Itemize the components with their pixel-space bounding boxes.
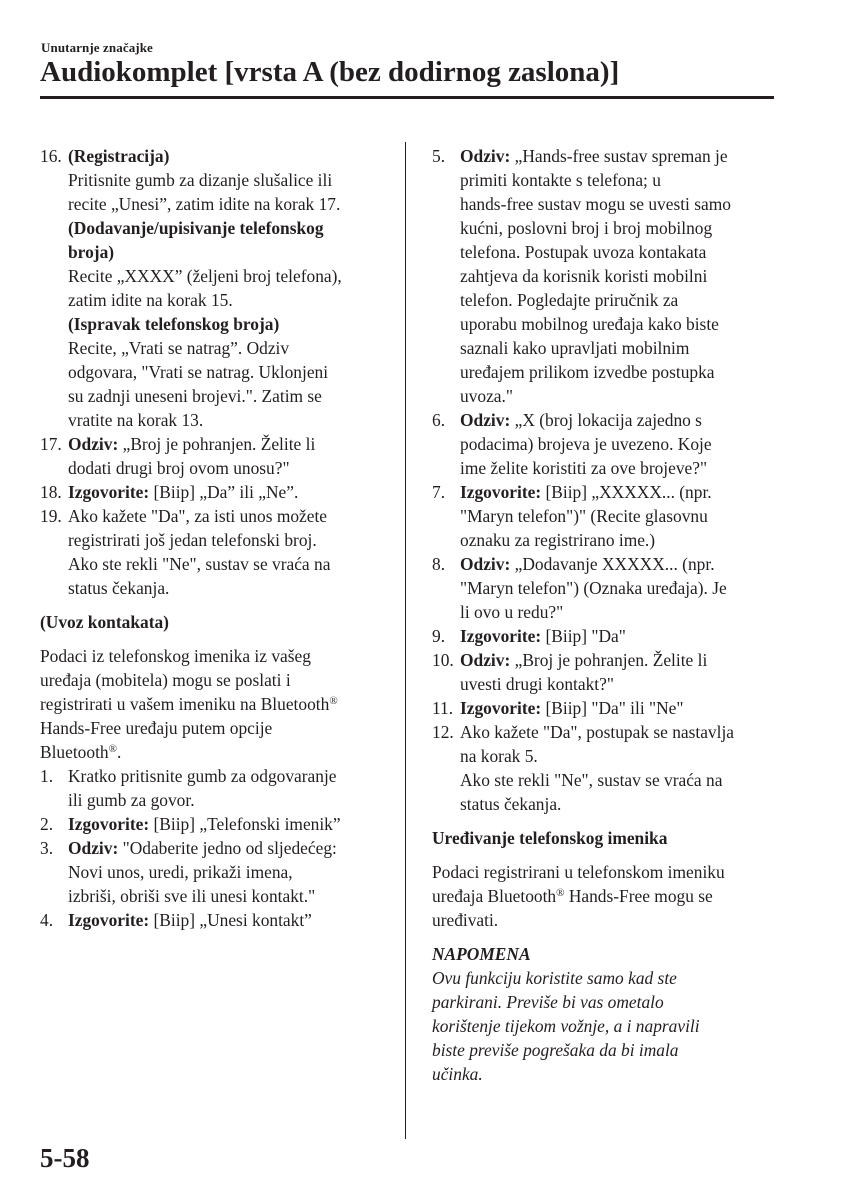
text-line: Ako ste rekli "Ne", sustav se vraća na xyxy=(68,554,331,574)
step-text: „Broj je pohranjen. Želite li xyxy=(510,650,708,670)
list-item-16 xyxy=(40,144,380,432)
note-line: biste previše pogrešaka da bi imala xyxy=(432,1040,679,1060)
step-label: Odziv: xyxy=(68,434,119,454)
edit-paragraph xyxy=(432,860,777,932)
text-line: status čekanja. xyxy=(68,578,170,598)
text-line: Recite, „Vrati se natrag”. Odziv xyxy=(68,338,290,358)
text-line: uređaja (mobitela) mogu se poslati i xyxy=(40,670,291,690)
text-line: su zadnji uneseni brojevi.". Zatim se xyxy=(68,386,322,406)
text-line: dodati drugi broj ovom unosu?" xyxy=(68,458,290,478)
text-line: uređajem prilikom izvedbe postupka xyxy=(460,362,715,382)
registered-mark: ® xyxy=(108,743,117,755)
list-number: 18. xyxy=(40,482,62,502)
list-number: 11. xyxy=(432,698,454,718)
step-text: "Odaberite jedno od sljedećeg: xyxy=(118,838,337,858)
section-label: Unutarnje značajke xyxy=(41,40,153,55)
step-label: Izgovorite: xyxy=(68,482,150,502)
note-box xyxy=(432,942,777,1086)
step-label: Odziv: xyxy=(460,410,511,430)
text-line: Hands-Free mogu se xyxy=(564,886,713,906)
text-line: Bluetooth xyxy=(40,742,109,762)
list-item-1 xyxy=(40,764,380,812)
text-line: "Maryn telefon") (Oznaka uređaja). Je xyxy=(460,578,727,598)
subheading-add-number: broja) xyxy=(68,242,115,262)
step-text: Kratko pritisnite gumb za odgovaranje xyxy=(68,766,337,786)
text-line: oznaku za registrirano ime.) xyxy=(460,530,656,550)
section-heading-edit-phonebook: Uređivanje telefonskog imenika xyxy=(432,828,668,848)
list-number: 10. xyxy=(432,650,454,670)
step-label: Odziv: xyxy=(460,650,511,670)
list-item-5 xyxy=(432,144,777,408)
list-number: 17. xyxy=(40,434,62,454)
list-item-18 xyxy=(40,480,380,504)
column-divider xyxy=(405,142,406,1139)
text-line: odgovara, "Vrati se natrag. Uklonjeni xyxy=(68,362,329,382)
text-line: uvesti drugi kontakt?" xyxy=(460,674,614,694)
step-text: [Biip] „Unesi kontakt” xyxy=(149,910,312,930)
list-number: 5. xyxy=(432,146,446,166)
note-line: učinka. xyxy=(432,1064,483,1084)
list-number: 9. xyxy=(432,626,446,646)
text-line: Hands-Free uređaju putem opcije xyxy=(40,718,273,738)
text-line: Pritisnite gumb za dizanje slušalice ili xyxy=(68,170,333,190)
step-label: Odziv: xyxy=(460,146,511,166)
text-line: saznali kako upravljati mobilnim xyxy=(460,338,690,358)
text-line: recite „Unesi”, zatim idite na korak 17. xyxy=(68,194,341,214)
list-number: 12. xyxy=(432,722,454,742)
step-text: [Biip] „Da” ili „Ne”. xyxy=(149,482,299,502)
text-line: Recite „XXXX” (željeni broj telefona), xyxy=(68,266,342,286)
step-text: „Broj je pohranjen. Želite li xyxy=(118,434,316,454)
text-line: uređivati. xyxy=(432,910,499,930)
text-line: li ovo u redu?" xyxy=(460,602,564,622)
text-line: ili gumb za govor. xyxy=(68,790,195,810)
left-column xyxy=(40,144,380,932)
step-text: [Biip] „XXXXX... (npr. xyxy=(541,482,712,502)
step-label: Izgovorite: xyxy=(460,482,542,502)
list-item-2 xyxy=(40,812,380,836)
list-item-6 xyxy=(432,408,777,480)
list-item-9 xyxy=(432,624,777,648)
page-number: 5-58 xyxy=(40,1143,90,1173)
list-number: 6. xyxy=(432,410,446,430)
list-item-3 xyxy=(40,836,380,908)
registered-mark: ® xyxy=(329,695,338,707)
list-number: 2. xyxy=(40,814,54,834)
note-line: Ovu funkciju koristite samo kad ste xyxy=(432,968,677,988)
period: . xyxy=(116,742,122,762)
list-item-4 xyxy=(40,908,380,932)
note-title: NAPOMENA xyxy=(432,944,531,964)
list-number: 1. xyxy=(40,766,54,786)
step-text: [Biip] „Telefonski imenik” xyxy=(149,814,341,834)
step-label: Izgovorite: xyxy=(68,814,150,834)
text-line: uvoza." xyxy=(460,386,513,406)
import-paragraph xyxy=(40,644,380,764)
text-line: ime želite koristiti za ove brojeve?" xyxy=(460,458,708,478)
step-label: Odziv: xyxy=(460,554,511,574)
text-line: telefona. Postupak uvoza kontakata xyxy=(460,242,707,262)
text-line: "Maryn telefon")" (Recite glasovnu xyxy=(460,506,708,526)
text-line: zatim idite na korak 15. xyxy=(68,290,233,310)
list-item-7 xyxy=(432,480,777,552)
section-heading-import-contacts: (Uvoz kontakata) xyxy=(40,612,169,632)
page-title: Audiokomplet [vrsta A (bez dodirnog zaslona)] xyxy=(40,56,620,88)
text-line: uporabu mobilnog uređaja kako biste xyxy=(460,314,719,334)
text-line: Podaci iz telefonskog imenika iz vašeg xyxy=(40,646,311,666)
list-item-19 xyxy=(40,504,380,600)
text-line: hands-free sustav mogu se uvesti samo xyxy=(460,194,731,214)
list-item-17 xyxy=(40,432,380,480)
subheading-correct-number: (Ispravak telefonskog broja) xyxy=(68,314,280,334)
text-line: Novi unos, uredi, prikaži imena, xyxy=(68,862,293,882)
right-column xyxy=(432,144,777,1086)
subheading-registration: (Registracija) xyxy=(68,146,170,166)
note-line: parkirani. Previše bi vas ometalo xyxy=(432,992,664,1012)
step-text: „Dodavanje XXXXX... (npr. xyxy=(510,554,715,574)
step-label: Izgovorite: xyxy=(68,910,150,930)
list-item-12 xyxy=(432,720,777,816)
registered-mark: ® xyxy=(556,887,565,899)
list-item-11 xyxy=(432,696,777,720)
text-line: zahtjeva da korisnik koristi mobilni xyxy=(460,266,708,286)
text-line: registrirati još jedan telefonski broj. xyxy=(68,530,317,550)
text-line: primiti kontakte s telefona; u xyxy=(460,170,661,190)
text-line: izbriši, obriši sve ili unesi kontakt." xyxy=(68,886,316,906)
text-line: status čekanja. xyxy=(460,794,562,814)
list-number: 4. xyxy=(40,910,54,930)
text-line: registrirati u vašem imeniku na Bluetooth xyxy=(40,694,330,714)
step-label: Izgovorite: xyxy=(460,698,542,718)
step-text: „X (broj lokacija zajedno s xyxy=(510,410,702,430)
step-text: Ako kažete "Da", postupak se nastavlja xyxy=(460,722,735,742)
list-number: 3. xyxy=(40,838,54,858)
text-line: Ako ste rekli "Ne", sustav se vraća na xyxy=(460,770,723,790)
step-text: [Biip] "Da" ili "Ne" xyxy=(541,698,684,718)
text-line: na korak 5. xyxy=(460,746,538,766)
list-number: 19. xyxy=(40,506,62,526)
text-line: telefon. Pogledajte priručnik za xyxy=(460,290,679,310)
step-label: Izgovorite: xyxy=(460,626,542,646)
list-item-8 xyxy=(432,552,777,624)
subheading-add-number: (Dodavanje/upisivanje telefonskog xyxy=(68,218,324,238)
text-line: Ako kažete "Da", za isti unos možete xyxy=(68,506,328,526)
list-number: 16. xyxy=(40,146,62,166)
list-number: 8. xyxy=(432,554,446,574)
text-line: podacima) brojeva je uvezeno. Koje xyxy=(460,434,712,454)
text-line: uređaja Bluetooth xyxy=(432,886,557,906)
list-item-10 xyxy=(432,648,777,696)
step-text: [Biip] "Da" xyxy=(541,626,626,646)
text-line: kućni, poslovni broj i broj mobilnog xyxy=(460,218,713,238)
list-number: 7. xyxy=(432,482,446,502)
step-text: „Hands-free sustav spreman je xyxy=(510,146,728,166)
text-line: vratite na korak 13. xyxy=(68,410,204,430)
text-line: Podaci registrirani u telefonskom imeniku xyxy=(432,862,725,882)
step-label: Odziv: xyxy=(68,838,119,858)
title-rule xyxy=(40,96,774,99)
note-line: korištenje tijekom vožnje, a i napravili xyxy=(432,1016,700,1036)
